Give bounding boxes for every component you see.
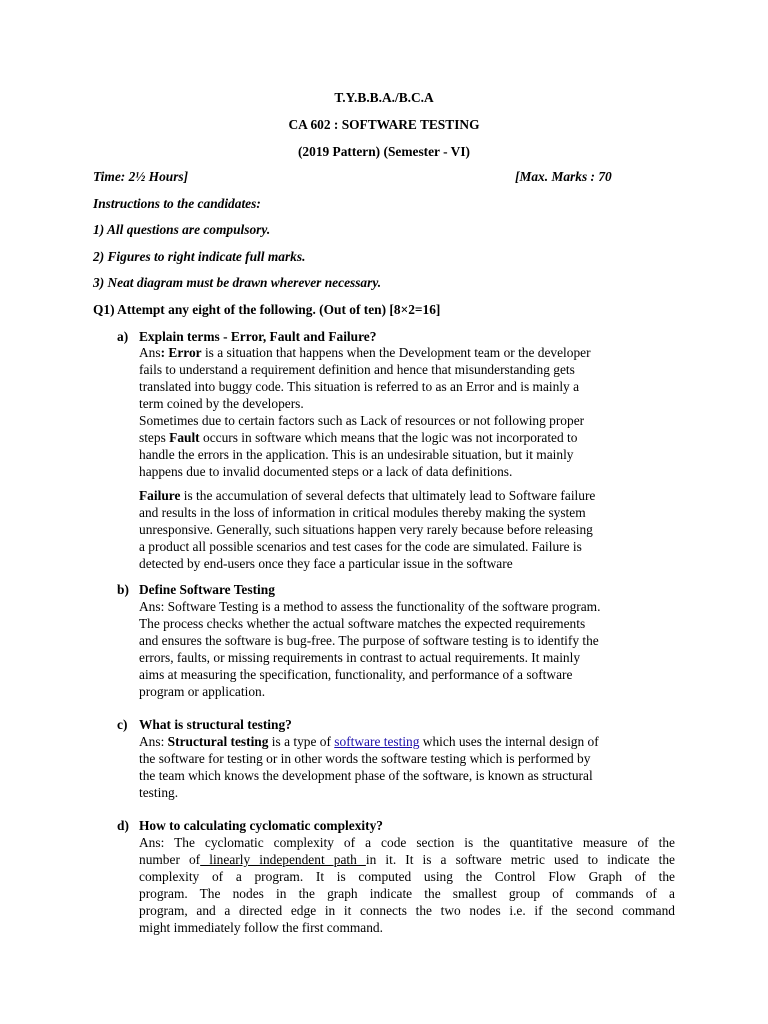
instruction-item: 2) Figures to right indicate full marks. [93,249,306,264]
answer-line: a product all possible scenarios and test cases for the code are simulated. Failure is [139,539,582,554]
answer-b [139,598,679,700]
answer-d [139,834,675,936]
answer-line: happens due to invalid documented steps or a lack of data definitions. [139,464,513,479]
answer-line: the software for testing or in other words the software testing which is performed by [139,751,591,766]
answer-line [139,429,679,446]
line-text: in it. It is a software metric used to indicate the [365,852,675,867]
answer-line: complexity of a program. It is computed using the Control Flow Graph of the [139,869,675,884]
answer-line: and ensures the software is bug-free. The purpose of software testing is to identify the [139,633,599,648]
underlined-term: linearly independent path [200,852,366,867]
answer-line: fails to understand a requirement definition and hence that misunderstanding gets [139,362,575,377]
question-label: b) [117,582,129,597]
answer-line: program. The nodes in the graph indicate the smallest group of commands of a [139,886,675,901]
ans-prefix: Ans [139,345,161,360]
answer-line [139,344,679,361]
answer-line: program, and a directed edge in it connects the two nodes i.e. if the second command [139,903,675,918]
answer-line: term coined by the developers. [139,396,304,411]
structural-testing-term: Structural testing [167,734,269,749]
answer-line: handle the errors in the application. This is an undesirable situation, but it mainly [139,447,574,462]
answer-line: translated into buggy code. This situation is referred to as an Error and is mainly a [139,379,580,394]
failure-term: Failure [139,488,181,503]
question-title: How to calculating cyclomatic complexity? [139,818,383,833]
answer-line: program or application. [139,684,266,699]
line-text: is a situation that happens when the Development team or the developer [201,345,591,360]
answer-c [139,733,679,801]
answer-line: Ans: The cyclomatic complexity of a code section is the quantitative measure of the [139,835,675,850]
fault-term: Fault [169,430,200,445]
subject-title: CA 602 : SOFTWARE TESTING [288,117,480,132]
line-text: steps [139,430,170,445]
answer-line: unresponsive. Generally, such situations happen very rarely because before releasing [139,522,593,537]
max-marks: [Max. Marks : 70 [515,169,612,184]
line-text: is a type of [268,734,335,749]
answer-line: errors, faults, or missing requirements in contrast to actual requirements. It mainly [139,650,581,665]
question-title: Define Software Testing [139,582,275,597]
answer-line: Sometimes due to certain factors such as Lack of resources or not following proper [139,413,585,428]
answer-line: The process checks whether the actual software matches the expected requirements [139,616,586,631]
instructions-title: Instructions to the candidates: [93,196,261,211]
question-title: What is structural testing? [139,717,292,732]
answer-line: and results in the loss of information in critical modules thereby making the system [139,505,586,520]
software-testing-link[interactable]: software testing [334,734,420,749]
question-label: d) [117,818,129,833]
course-title: T.Y.B.B.A./B.C.A [334,90,434,105]
instruction-item: 1) All questions are compulsory. [93,222,271,237]
time-info: Time: 2½ Hours] [93,169,189,184]
question-label: a) [117,329,129,344]
answer-line: aims at measuring the specification, functionality, and performance of a software [139,667,573,682]
answer-line: detected by end-users once they face a particular issue in the software [139,556,513,571]
answer-line: testing. [139,785,179,800]
line-text: number of [139,852,201,867]
pattern-title: (2019 Pattern) (Semester - VI) [297,144,471,159]
answer-a [139,344,679,480]
answer-line: Ans: Software Testing is a method to assess the functionality of the software program. [139,599,601,614]
ans-prefix: Ans: [139,734,168,749]
instruction-item: 3) Neat diagram must be drawn wherever necessary. [93,275,382,290]
error-term: : Error [160,345,202,360]
answer-a-failure [139,487,679,572]
question-title: Explain terms - Error, Fault and Failure? [139,329,377,344]
q1-heading: Q1) Attempt any eight of the following. (Out of ten) [8×2=16] [93,302,441,317]
answer-line [139,487,679,504]
answer-line [139,851,675,868]
answer-line: the team which knows the development phase of the software, is known as structural [139,768,593,783]
line-text: which uses the internal design of [419,734,599,749]
answer-line [139,733,679,750]
line-text: is the accumulation of several defects that ultimately lead to Software failure [180,488,596,503]
answer-line: might immediately follow the first command. [139,920,383,935]
line-text: occurs in software which means that the logic was not incorporated to [199,430,578,445]
question-label: c) [117,717,128,732]
